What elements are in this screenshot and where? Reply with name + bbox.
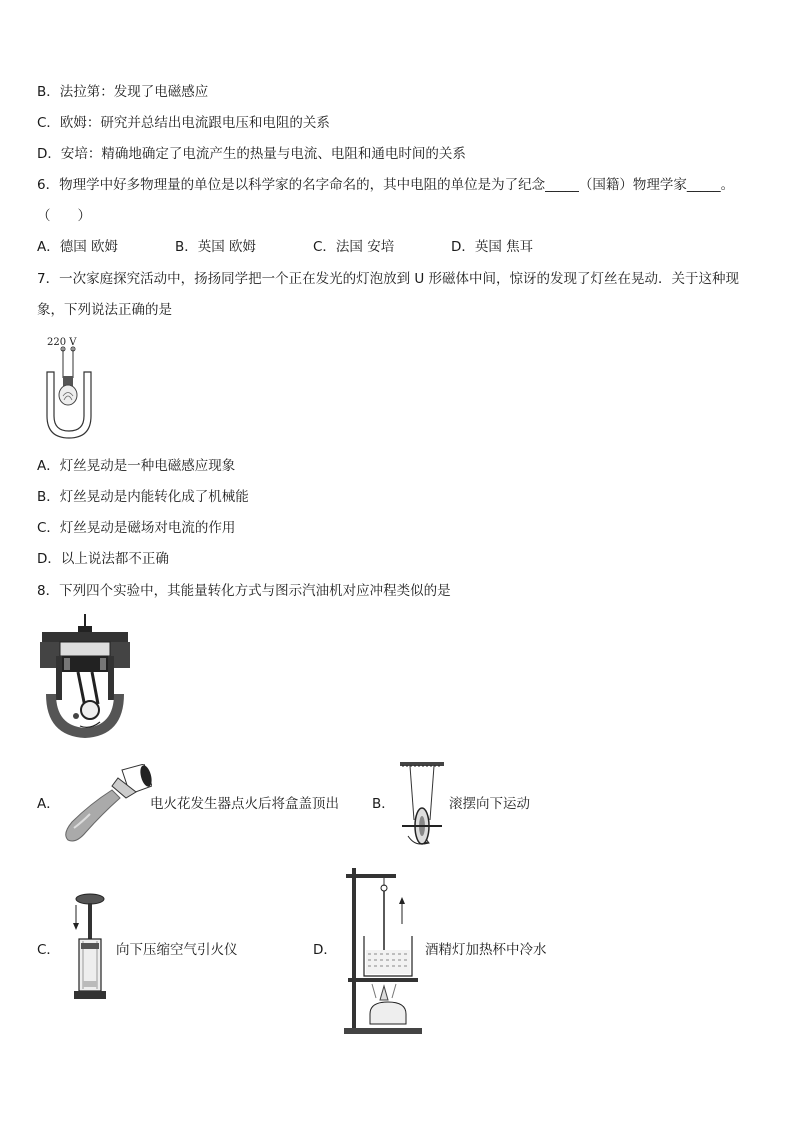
q8-option-b-label: B． [372,796,395,812]
q8-option-c-label: C． [37,942,60,958]
q8-option-a-text: 电火花发生器点火后将盒盖顶出 [150,796,339,812]
q5-option-d: D．安培：精确地确定了电流产生的热量与电流、电阻和通电时间的关系 [37,146,466,162]
q7-stem-line1: 7．一次家庭探究活动中，扬扬同学把一个正在发光的灯泡放到 U 形磁体中间，惊讶的发现了灯丝在晃动．关于这种现 [37,271,740,287]
q6-answer-paren: （ ） [37,208,91,224]
q6-option-a: A．德国 欧姆 [37,239,119,255]
q8-option-c-text: 向下压缩空气引火仪 [116,942,238,958]
voltage-label: 220 V [47,337,77,348]
q8-option-a-label: A． [37,796,60,812]
q5-option-c: C．欧姆：研究并总结出电流跟电压和电阻的关系 [37,115,330,131]
q7-option-d: D．以上说法都不正确 [37,551,169,567]
q8-stem: 8．下列四个实验中，其能量转化方式与图示汽油机对应冲程类似的是 [37,583,451,599]
q6-option-b: B．英国 欧姆 [175,239,257,255]
q8-option-b-text: 滚摆向下运动 [449,796,530,812]
q5-option-b: B．法拉第：发现了电磁感应 [37,84,209,100]
air-compression-igniter-figure [66,893,108,1005]
q8-option-d-text: 酒精灯加热杯中冷水 [425,942,547,958]
q7-option-c: C．灯丝晃动是磁场对电流的作用 [37,520,236,536]
q6-option-d: D．英国 焦耳 [451,239,534,255]
q8-option-d-label: D． [313,942,337,958]
gasoline-engine-figure [38,612,133,748]
alcohol-lamp-heating-figure [340,864,422,1036]
q6-stem: 6．物理学中好多物理量的单位是以科学家的名字命名的，其中电阻的单位是为了纪念_____（国籍）物理学家_____。 [37,177,735,193]
q7-option-b: B．灯丝晃动是内能转化成了机械能 [37,489,249,505]
spark-generator-figure [60,764,152,844]
q6-option-c: C．法国 安培 [313,239,395,255]
u-magnet-bulb-figure [40,334,100,444]
q7-stem-line2: 象，下列说法正确的是 [37,302,172,318]
q7-option-a: A．灯丝晃动是一种电磁感应现象 [37,458,236,474]
pendulum-wheel-figure [398,762,448,850]
